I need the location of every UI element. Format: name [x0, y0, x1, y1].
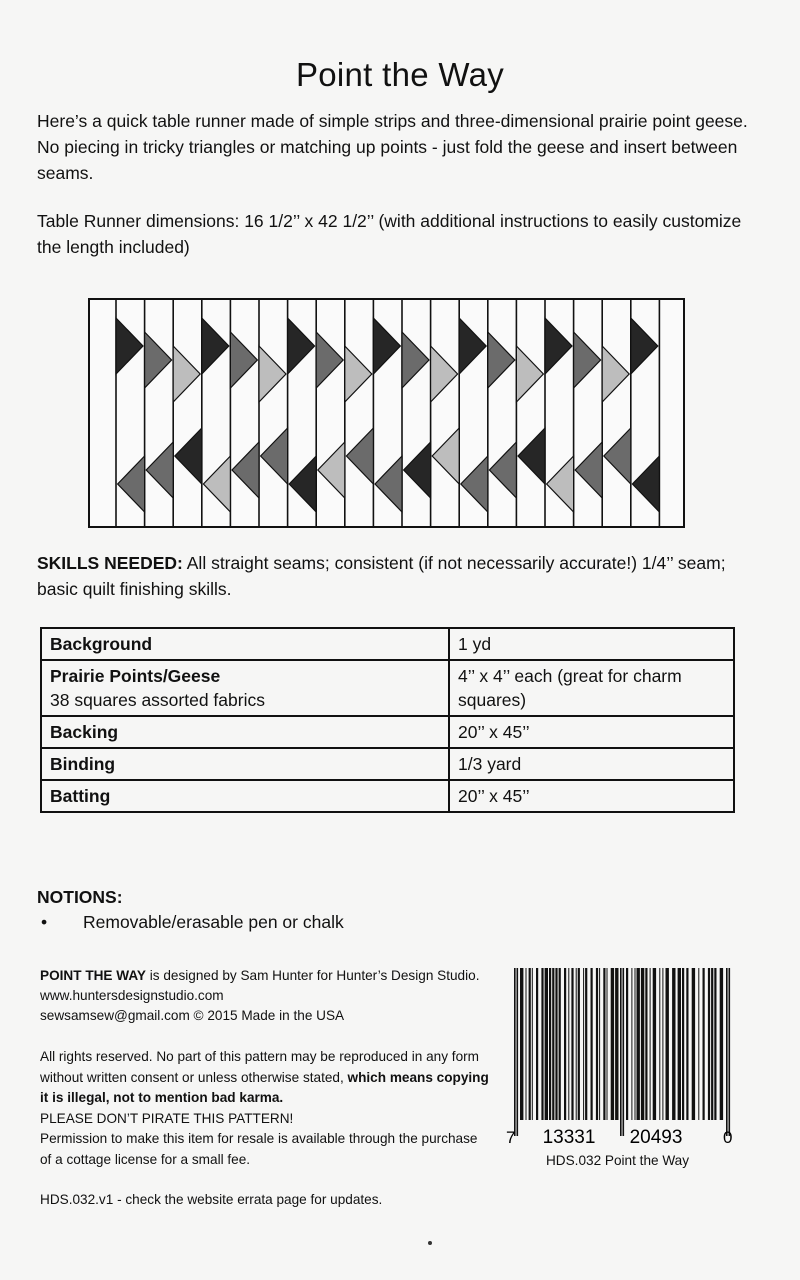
barcode-bar — [591, 968, 593, 1120]
barcode-bar — [650, 968, 651, 1120]
barcode-group1: 13331 — [542, 1127, 596, 1148]
rights-text3: Permission to make this item for resale is available through the purchase of a cottage license for a small fee. — [40, 1131, 478, 1167]
notion-text: Removable/erasable pen or chalk — [83, 912, 344, 932]
material-cell — [41, 628, 449, 660]
amount-cell: 20’’ x 45’’ — [449, 716, 734, 748]
barcode-bar — [682, 968, 684, 1120]
barcode-bar — [520, 968, 523, 1120]
barcode-bar — [571, 968, 573, 1120]
material-item: Background — [50, 634, 153, 654]
barcode-bar — [659, 968, 660, 1120]
table-row — [41, 780, 734, 812]
material-item: Backing — [50, 722, 119, 742]
credits-name: POINT THE WAY — [40, 968, 146, 983]
material-cell — [41, 716, 449, 748]
material-cell — [41, 660, 449, 716]
barcode-bar — [698, 968, 699, 1120]
print-dot — [428, 1241, 432, 1245]
barcode-bar — [555, 968, 557, 1120]
barcode-guard-bar — [726, 968, 728, 1136]
amount-cell: 20’’ x 45’’ — [449, 780, 734, 812]
barcode-bar — [585, 968, 587, 1120]
credits — [40, 966, 490, 1026]
barcode-caption: HDS.032 Point the Way — [545, 1153, 690, 1168]
barcode-bar — [545, 968, 548, 1120]
barcode-guard-bar — [623, 968, 625, 1136]
barcode-bar — [529, 968, 531, 1120]
material-item: Batting — [50, 786, 111, 806]
copyright-notice — [40, 1047, 490, 1170]
material-item: Binding — [50, 754, 116, 774]
material-cell — [41, 748, 449, 780]
barcode-bar — [645, 968, 647, 1120]
notions-list — [37, 912, 344, 933]
barcode-bar — [672, 968, 675, 1120]
barcode-bar — [666, 968, 669, 1120]
version-note: HDS.032.v1 - check the website errata page for updates. — [40, 1192, 383, 1207]
skills-heading: SKILLS NEEDED: — [37, 553, 183, 573]
barcode — [496, 968, 746, 1153]
barcode-bar — [599, 968, 600, 1120]
material-sub: 38 squares assorted fabrics — [50, 690, 265, 710]
barcode-bar — [635, 968, 636, 1120]
barcode-bar — [532, 968, 533, 1120]
barcode-bar — [626, 968, 628, 1120]
barcode-bar — [615, 968, 618, 1120]
barcode-bar — [607, 968, 608, 1120]
notions-heading: NOTIONS: — [37, 887, 123, 907]
barcode-bar — [708, 968, 710, 1120]
barcode-bar — [641, 968, 644, 1120]
list-item — [37, 912, 344, 933]
barcode-group2: 20493 — [629, 1127, 683, 1148]
amount-cell: 1 yd — [449, 628, 734, 660]
pattern-title: Point the Way — [295, 56, 505, 93]
dimensions-paragraph: Table Runner dimensions: 16 1/2’’ x 42 1/2’’ (with additional instructions to easily customize the length included) — [37, 211, 742, 257]
barcode-bar — [720, 968, 723, 1120]
rights-bold: which means copying it is illegal, not to mention bad karma. — [40, 1069, 489, 1105]
barcode-bar — [631, 968, 632, 1120]
barcode-bar — [611, 968, 614, 1120]
barcode-bar — [564, 968, 566, 1120]
barcode-right-digit: 0 — [723, 1128, 733, 1147]
barcode-bar — [576, 968, 577, 1120]
barcode-bar — [526, 968, 527, 1120]
barcode-bar — [549, 968, 551, 1120]
barcode-bar — [603, 968, 605, 1120]
credits-line2: sewsamsew@gmail.com © 2015 Made in the USA — [40, 1008, 345, 1023]
barcode-bar — [653, 968, 656, 1120]
barcode-bar — [662, 968, 663, 1120]
barcode-left-digit: 7 — [506, 1128, 516, 1147]
barcode-bar — [703, 968, 705, 1120]
table-row — [41, 660, 734, 716]
barcode-bar — [536, 968, 538, 1120]
barcode-bar — [637, 968, 640, 1120]
table-runner-illustration — [88, 298, 685, 528]
material-cell — [41, 780, 449, 812]
barcode-bar — [596, 968, 598, 1120]
rights-text1: All rights reserved. No part of this pattern may be reproduced in any form without written consent or unless otherwise stated, — [40, 1049, 479, 1085]
barcode-guard-bar — [517, 968, 519, 1136]
amount-cell: 4’’ x 4’’ each (great for charm squares) — [449, 660, 734, 716]
intro-paragraph: Here’s a quick table runner made of simple strips and three-dimensional prairie point geese. No piecing in tricky triangles or matching up points - just fold the geese and insert between seams. — [37, 111, 748, 183]
barcode-bar — [692, 968, 695, 1120]
barcode-bar — [583, 968, 584, 1120]
barcode-bar — [559, 968, 561, 1120]
barcode-bar — [686, 968, 688, 1120]
barcode-bar — [578, 968, 580, 1120]
barcode-bar — [568, 968, 569, 1120]
barcode-guard-bar — [729, 968, 731, 1136]
table-row — [41, 628, 734, 660]
barcode-bar — [678, 968, 681, 1120]
table-row — [41, 748, 734, 780]
rights-text2: PLEASE DON’T PIRATE THIS PATTERN! — [40, 1110, 294, 1126]
skills-text: All straight seams; consistent (if not necessarily accurate!) 1/4’’ seam; basic quilt finishing skills. — [37, 553, 726, 599]
amount-cell: 1/3 yard — [449, 748, 734, 780]
barcode-bar — [552, 968, 554, 1120]
table-row — [41, 716, 734, 748]
barcode-bar — [711, 968, 713, 1120]
bullet-icon: • — [41, 912, 48, 932]
skills-needed — [37, 550, 767, 602]
materials-table — [40, 627, 735, 813]
barcode-guard-bar — [620, 968, 622, 1136]
barcode-bar — [714, 968, 716, 1120]
barcode-guard-bar — [514, 968, 516, 1136]
material-item: Prairie Points/Geese — [50, 666, 221, 686]
barcode-bar — [541, 968, 543, 1120]
credits-line1: is designed by Sam Hunter for Hunter’s Design Studio. www.huntersdesignstudio.com — [40, 968, 480, 1003]
